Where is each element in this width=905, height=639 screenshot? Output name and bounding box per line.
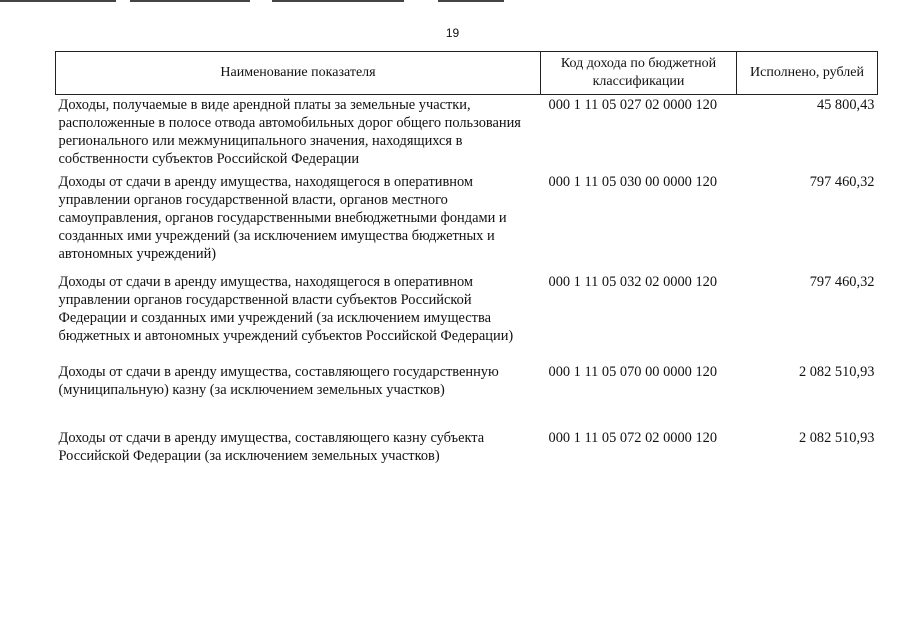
budget-code: 000 1 11 05 072 02 0000 120 — [548, 430, 718, 446]
executed-amount: 45 800,43 — [816, 97, 875, 113]
budget-code: 000 1 11 05 070 00 0000 120 — [548, 364, 718, 380]
table-header-row — [56, 52, 878, 95]
table-row — [56, 173, 878, 273]
indicator-name: Доходы от сдачи в аренду имущества, находящегося в оперативном управлении органов государственной власти субъектов Российской Федерации и созданных ими учреждений (за исключением имущества бюджетных и автономных учреждений субъектов Российской Федерации) — [58, 274, 514, 344]
table-row — [56, 273, 878, 363]
executed-amount: 797 460,32 — [809, 174, 875, 190]
executed-amount: 797 460,32 — [809, 274, 875, 290]
executed-amount: 2 082 510,93 — [798, 364, 875, 380]
top-edge-rule — [438, 0, 504, 2]
budget-code: 000 1 11 05 032 02 0000 120 — [548, 274, 718, 290]
indicator-name: Доходы от сдачи в аренду имущества, составляющего государственную (муниципальную) казну (за исключением земельных участков) — [58, 364, 499, 398]
top-edge-rule — [130, 0, 250, 2]
indicator-name: Доходы от сдачи в аренду имущества, составляющего казну субъекта Российской Федерации (за исключением земельных участков) — [58, 430, 485, 464]
indicator-name: Доходы от сдачи в аренду имущества, находящегося в оперативном управлении органов государственной власти, органов местного самоуправления, органов государственными внебюджетными фондами и созданных ими учреждений (за исключением имущества бюджетных и автономных учреждений) — [58, 174, 507, 262]
table-row — [56, 95, 878, 174]
table-row — [56, 363, 878, 429]
budget-code: 000 1 11 05 030 00 0000 120 — [548, 174, 718, 190]
top-edge-rule — [0, 0, 116, 2]
top-edge-rule — [272, 0, 404, 2]
column-header-name: Наименование показателя — [56, 52, 541, 95]
revenue-table — [55, 51, 878, 469]
executed-amount: 2 082 510,93 — [798, 430, 875, 446]
column-header-code: Код дохода по бюджетной классификации — [541, 52, 737, 95]
column-header-amount: Исполнено, рублей — [737, 52, 878, 95]
indicator-name: Доходы, получаемые в виде арендной платы за земельные участки, расположенные в полосе отвода автомобильных дорог общего пользования регионального или межмуниципального значения, находящихся в собственности субъектов Российской Федерации — [58, 97, 521, 167]
table-row — [56, 429, 878, 469]
budget-code: 000 1 11 05 027 02 0000 120 — [548, 97, 718, 113]
page-number: 19 — [445, 26, 460, 40]
